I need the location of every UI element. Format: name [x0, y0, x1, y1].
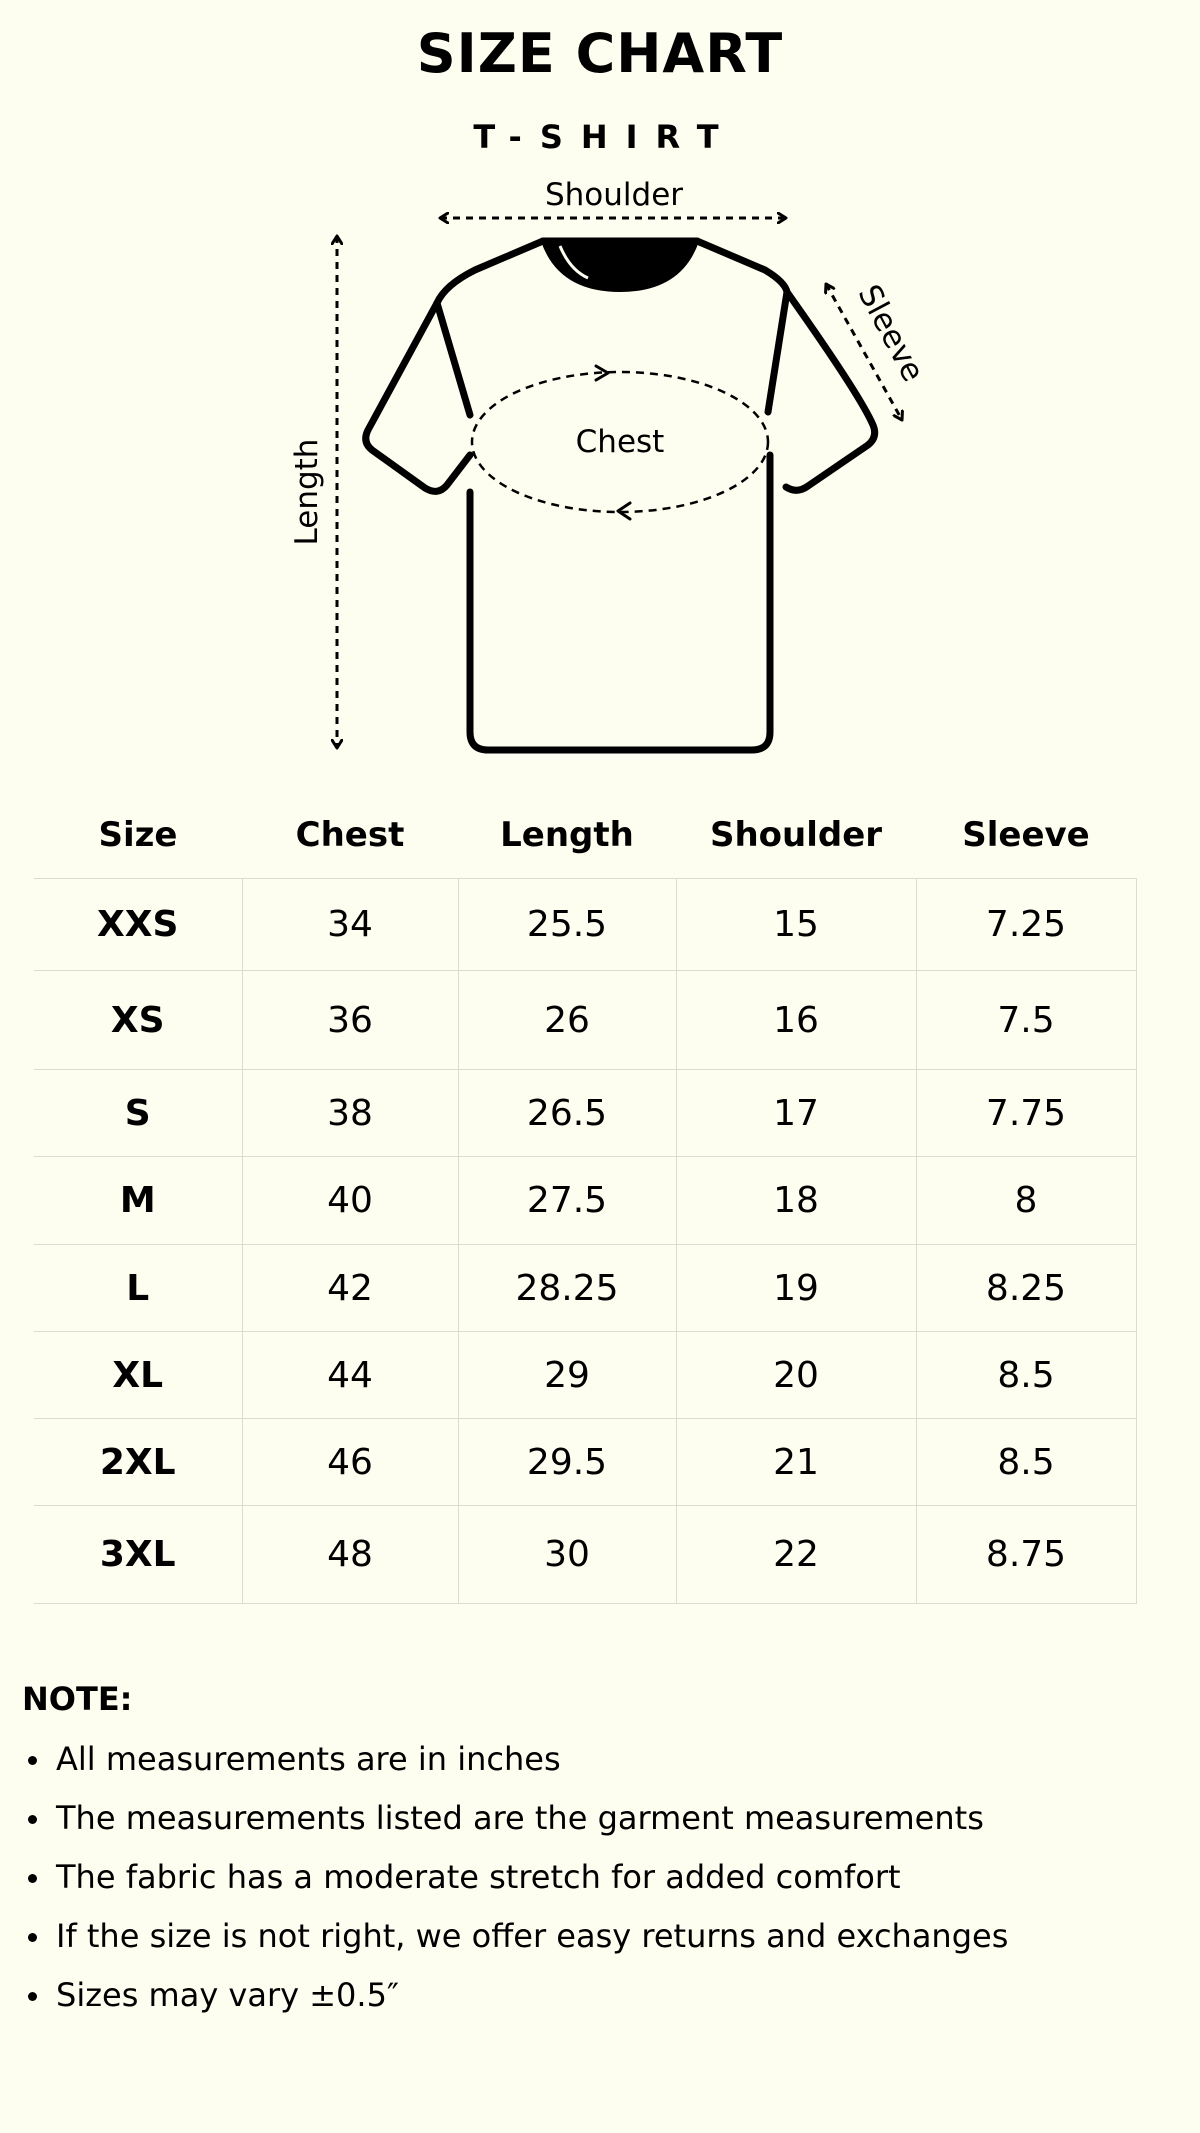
chest-cell: 46: [242, 1419, 458, 1506]
note-section: [22, 1680, 1172, 2025]
chest-cell: 48: [242, 1506, 458, 1604]
size-cell: XL: [34, 1332, 242, 1419]
size-cell: XXS: [34, 879, 242, 971]
tshirt-diagram: [0, 0, 1200, 780]
length-cell: 29: [458, 1332, 676, 1419]
shoulder-cell: 17: [676, 1070, 916, 1157]
length-cell: 25.5: [458, 879, 676, 971]
length-cell: 27.5: [458, 1157, 676, 1245]
length-cell: 30: [458, 1506, 676, 1604]
table-row: [34, 971, 1136, 1070]
table-row: [34, 1506, 1136, 1604]
column-header-size: Size: [98, 815, 178, 855]
sleeve-cell: 8.5: [916, 1332, 1136, 1419]
list-item: If the size is not right, we offer easy returns and exchanges: [22, 1907, 1172, 1966]
chest-cell: 40: [242, 1157, 458, 1245]
sleeve-label: Sleeve: [850, 279, 932, 388]
column-header-shoulder: Shoulder: [709, 815, 883, 855]
length-cell: 29.5: [458, 1419, 676, 1506]
shoulder-cell: 19: [676, 1245, 916, 1332]
page-title: SIZE CHART: [416, 22, 784, 85]
table-row: [34, 1332, 1136, 1419]
table-row: [34, 1157, 1136, 1245]
shoulder-cell: 16: [676, 971, 916, 1070]
sleeve-cell: 7.25: [916, 879, 1136, 971]
length-cell: 26.5: [458, 1070, 676, 1157]
table-row: [34, 879, 1136, 971]
chest-cell: 36: [242, 971, 458, 1070]
chest-cell: 42: [242, 1245, 458, 1332]
sleeve-cell: 7.75: [916, 1070, 1136, 1157]
column-header-sleeve: Sleeve: [962, 815, 1090, 855]
list-item: The fabric has a moderate stretch for added comfort: [22, 1848, 1172, 1907]
shoulder-cell: 15: [676, 879, 916, 971]
table-row: [34, 1419, 1136, 1506]
size-cell: 2XL: [34, 1419, 242, 1506]
size-cell: L: [34, 1245, 242, 1332]
shoulder-cell: 18: [676, 1157, 916, 1245]
size-cell: M: [34, 1157, 242, 1245]
list-item: Sizes may vary ±0.5″: [22, 1966, 1172, 2025]
column-header-length: Length: [500, 815, 634, 855]
chest-cell: 38: [242, 1070, 458, 1157]
tshirt-outline-icon: [366, 241, 875, 750]
size-cell: 3XL: [34, 1506, 242, 1604]
chest-label: Chest: [575, 424, 665, 460]
sleeve-cell: 8.75: [916, 1506, 1136, 1604]
sleeve-cell: 7.5: [916, 971, 1136, 1070]
length-cell: 26: [458, 971, 676, 1070]
sleeve-cell: 8.5: [916, 1419, 1136, 1506]
length-label: Length: [289, 438, 325, 546]
sleeve-cell: 8.25: [916, 1245, 1136, 1332]
chest-cell: 34: [242, 879, 458, 971]
shoulder-cell: 20: [676, 1332, 916, 1419]
sleeve-cell: 8: [916, 1157, 1136, 1245]
garment-type: T-SHIRT: [473, 118, 737, 156]
table-header-row: [34, 792, 1136, 879]
table-row: [34, 1070, 1136, 1157]
shoulder-label: Shoulder: [544, 177, 684, 213]
shoulder-cell: 21: [676, 1419, 916, 1506]
column-header-chest: Chest: [295, 815, 405, 855]
collar-icon: [543, 241, 697, 290]
size-cell: S: [34, 1070, 242, 1157]
note-list: [22, 1730, 1172, 2025]
chest-cell: 44: [242, 1332, 458, 1419]
note-heading: NOTE:: [22, 1680, 133, 1718]
list-item: All measurements are in inches: [22, 1730, 1172, 1789]
shoulder-cell: 22: [676, 1506, 916, 1604]
length-cell: 28.25: [458, 1245, 676, 1332]
size-cell: XS: [34, 971, 242, 1070]
table-row: [34, 1245, 1136, 1332]
list-item: The measurements listed are the garment measurements: [22, 1789, 1172, 1848]
size-table: [34, 792, 1137, 1604]
